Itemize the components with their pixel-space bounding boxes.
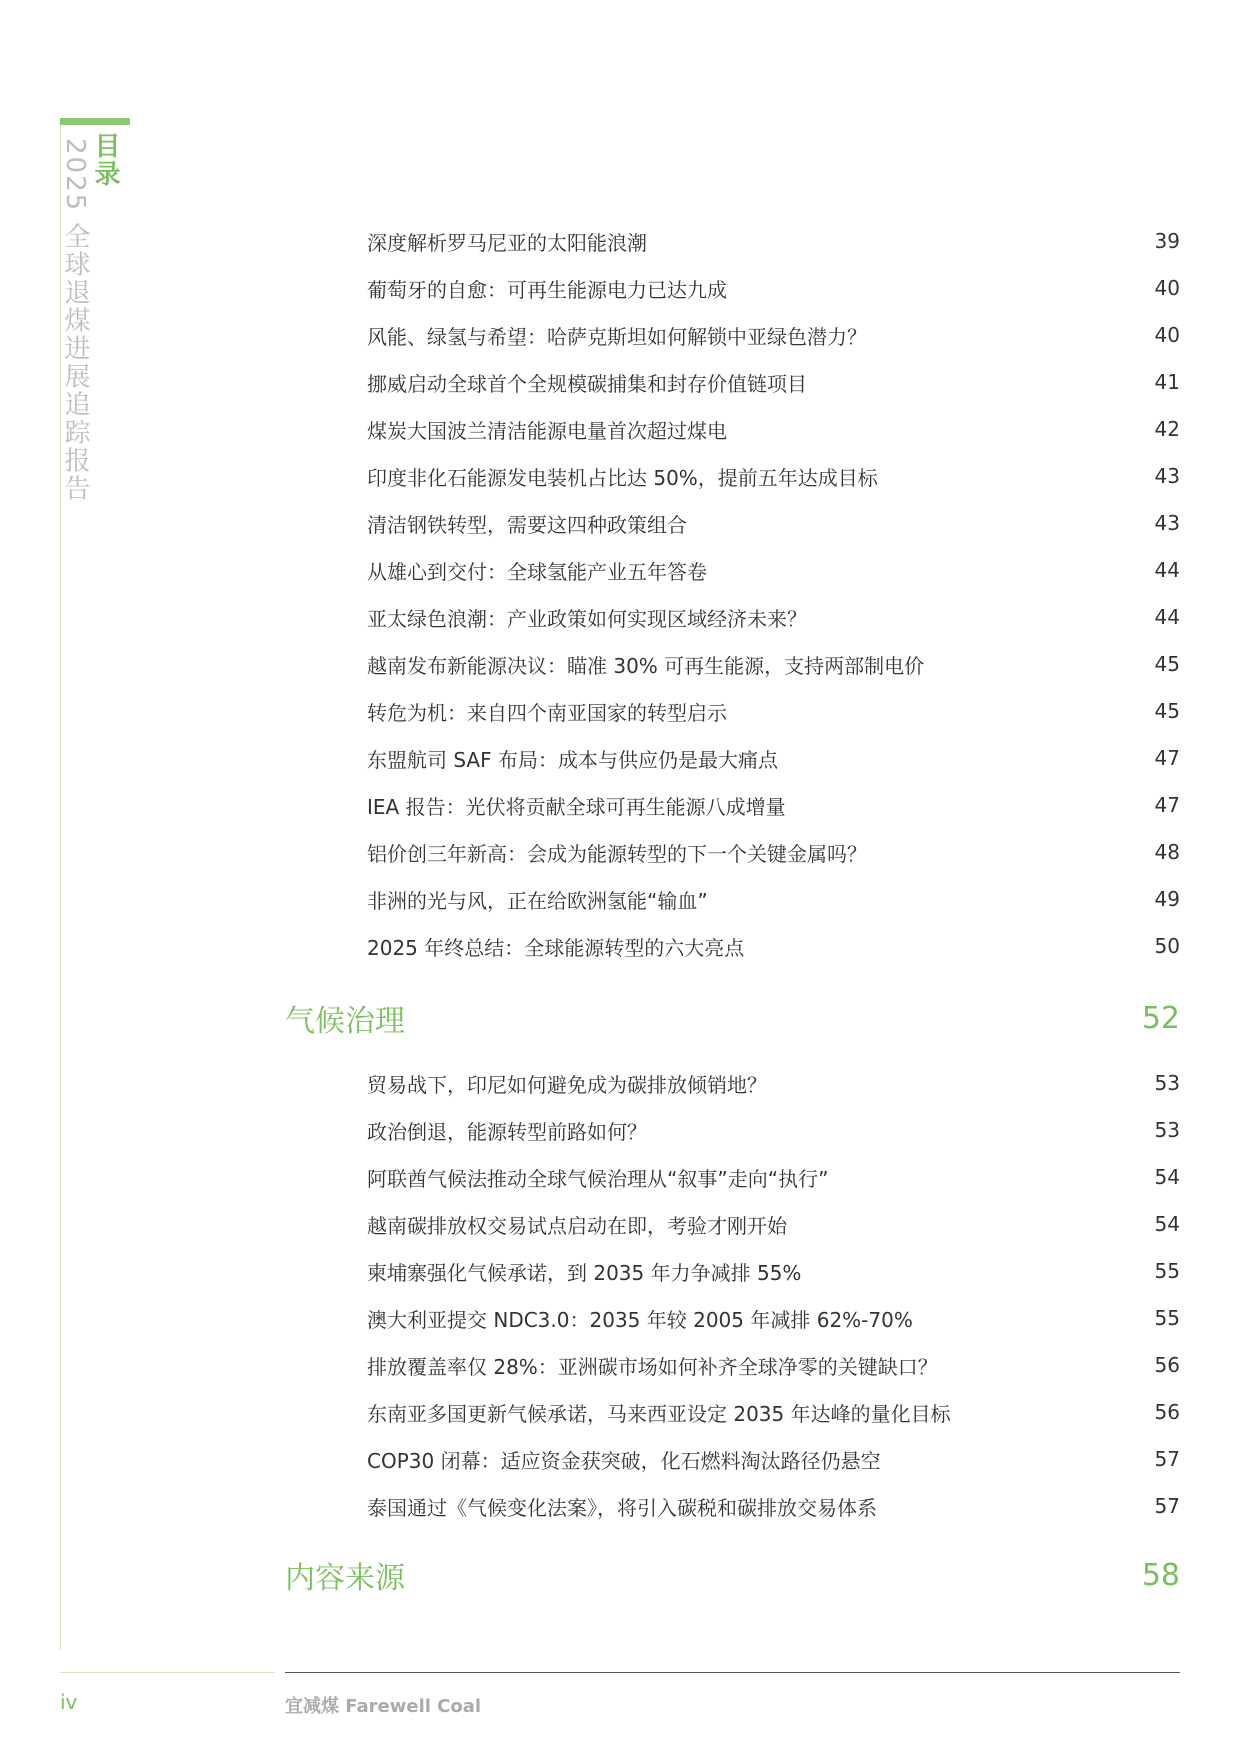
toc-entry-title: 柬埔寨强化气候承诺，到 2035 年力争减排 55% — [367, 1260, 802, 1285]
toc-entry-title: 越南碳排放权交易试点启动在即，考验才刚开始 — [367, 1213, 787, 1238]
toc-entry-page: 39 — [1154, 229, 1180, 253]
toc-entry-page: 41 — [1154, 370, 1180, 394]
sidebar-section-label — [92, 132, 118, 188]
toc-section-climate[interactable] — [285, 993, 1180, 1043]
toc-entry-page: 47 — [1154, 746, 1180, 770]
toc-entry[interactable] — [367, 832, 1180, 872]
dot-leader — [946, 1353, 1146, 1377]
toc-entry[interactable] — [367, 456, 1180, 496]
toc-entry[interactable] — [367, 785, 1180, 825]
toc-entry-page: 40 — [1154, 276, 1180, 300]
toc-entry-page: 42 — [1154, 417, 1180, 441]
toc-entry-page: 54 — [1154, 1212, 1180, 1236]
footer-page-number: iv — [60, 1690, 78, 1714]
toc-entry-title: 越南发布新能源决议：瞄准 30% 可再生能源，支持两部制电价 — [367, 653, 925, 678]
toc-entry-title: 挪威启动全球首个全规模碳捕集和封存价值链项目 — [367, 371, 807, 396]
toc-entry[interactable] — [367, 1486, 1180, 1526]
dot-leader — [815, 370, 1146, 394]
toc-entry-title: 阿联酋气候法推动全球气候治理从“叙事”走向“执行” — [367, 1166, 829, 1191]
toc-entry-page: 55 — [1154, 1259, 1180, 1283]
dot-leader — [716, 887, 1146, 911]
toc-entry-page: 53 — [1154, 1118, 1180, 1142]
dot-leader — [415, 1560, 1132, 1590]
toc-entry-page: 40 — [1154, 323, 1180, 347]
toc-entry-title: 政治倒退，能源转型前路如何？ — [367, 1119, 647, 1144]
toc-entry-page: 47 — [1154, 793, 1180, 817]
toc-entry[interactable] — [367, 1204, 1180, 1244]
toc-entry[interactable] — [367, 926, 1180, 966]
dot-leader — [875, 840, 1146, 864]
dot-leader — [695, 511, 1146, 535]
toc-entry-title: 葡萄牙的自愈：可再生能源电力已达九成 — [367, 277, 727, 302]
toc-section-sources[interactable] — [285, 1550, 1180, 1600]
toc-entry[interactable] — [367, 879, 1180, 919]
toc-entry-page: 44 — [1154, 605, 1180, 629]
toc-entry[interactable] — [367, 1345, 1180, 1385]
dot-leader — [959, 1400, 1146, 1424]
toc-entry[interactable] — [367, 550, 1180, 590]
toc-entry-title: 澳大利亚提交 NDC3.0：2035 年较 2005 年减排 62%-70% — [367, 1307, 913, 1332]
dot-leader — [775, 1071, 1146, 1095]
toc-entry-page: 49 — [1154, 887, 1180, 911]
toc-entry-title: 风能、绿氢与希望：哈萨克斯坦如何解锁中亚绿色潜力？ — [367, 324, 867, 349]
toc-entry[interactable] — [367, 503, 1180, 543]
toc-entry[interactable] — [367, 691, 1180, 731]
toc-entry-title: 印度非化石能源发电装机占比达 50%，提前五年达成目标 — [367, 465, 878, 490]
dot-leader — [921, 1306, 1146, 1330]
toc-entry[interactable] — [367, 268, 1180, 308]
toc-entry-title: 排放覆盖率仅 28%：亚洲碳市场如何补齐全球净零的关键缺口？ — [367, 1354, 938, 1379]
toc-entry-title: 非洲的光与风，正在给欧洲氢能“输血” — [367, 888, 708, 913]
toc-entry[interactable] — [367, 597, 1180, 637]
toc-entry-title: 煤炭大国波兰清洁能源电量首次超过煤电 — [367, 418, 727, 443]
toc-entry-title: 东盟航司 SAF 布局：成本与供应仍是最大痛点 — [367, 747, 778, 772]
toc-entry-page: 57 — [1154, 1494, 1180, 1518]
toc-entry[interactable] — [367, 738, 1180, 778]
toc-entry-page: 50 — [1154, 934, 1180, 958]
toc-entry-page: 43 — [1154, 511, 1180, 535]
toc-entry-title: IEA 报告：光伏将贡献全球可再生能源八成增量 — [367, 794, 786, 819]
toc-entry-page: 44 — [1154, 558, 1180, 582]
sidebar-report-title — [62, 138, 88, 502]
toc-entry-page: 45 — [1154, 652, 1180, 676]
dot-leader — [655, 1118, 1146, 1142]
dot-leader — [715, 558, 1146, 582]
report-title-text: 2025 全球退煤进展追踪报告 — [60, 138, 90, 503]
toc-entry-title: 从雄心到交付：全球氢能产业五年答卷 — [367, 559, 707, 584]
toc-entry-page: 53 — [1154, 1071, 1180, 1095]
toc-entry-title: COP30 闭幕：适应资金获突破，化石燃料淘汰路径仍悬空 — [367, 1448, 881, 1473]
toc-entry-page: 48 — [1154, 840, 1180, 864]
toc-entry-title: 2025 年终总结：全球能源转型的六大亮点 — [367, 935, 745, 960]
toc-entry[interactable] — [367, 1251, 1180, 1291]
toc-entry[interactable] — [367, 1392, 1180, 1432]
dot-leader — [932, 652, 1146, 676]
toc-entry-title: 铝价创三年新高：会成为能源转型的下一个关键金属吗？ — [367, 841, 867, 866]
toc-entry[interactable] — [367, 221, 1180, 261]
dot-leader — [836, 1165, 1146, 1189]
dot-leader — [752, 934, 1146, 958]
section-page: 58 — [1141, 1557, 1180, 1593]
dot-leader — [786, 746, 1146, 770]
toc-entry[interactable] — [367, 1298, 1180, 1338]
toc-entry-title: 清洁钢铁转型，需要这四种政策组合 — [367, 512, 687, 537]
toc-entry[interactable] — [367, 409, 1180, 449]
section-label-text: 目录 — [90, 132, 120, 188]
toc-entry-page: 54 — [1154, 1165, 1180, 1189]
dot-leader — [795, 1212, 1146, 1236]
toc-entry[interactable] — [367, 315, 1180, 355]
dot-leader — [885, 1494, 1146, 1518]
toc-entry-page: 55 — [1154, 1306, 1180, 1330]
toc-entry-page: 56 — [1154, 1400, 1180, 1424]
dot-leader — [794, 793, 1146, 817]
dot-leader — [735, 417, 1146, 441]
footer-brand: 宜减煤 Farewell Coal — [285, 1696, 482, 1717]
dot-leader — [735, 699, 1146, 723]
toc-entry[interactable] — [367, 1439, 1180, 1479]
dot-leader — [415, 1003, 1132, 1033]
toc-entry-title: 东南亚多国更新气候承诺，马来西亚设定 2035 年达峰的量化目标 — [367, 1401, 951, 1426]
section-page: 52 — [1141, 1000, 1180, 1036]
toc-entry-page: 43 — [1154, 464, 1180, 488]
toc-entry[interactable] — [367, 644, 1180, 684]
footer-divider — [285, 1672, 1180, 1673]
footer-divider-left — [60, 1672, 275, 1673]
toc-entry[interactable] — [367, 1157, 1180, 1197]
section-title: 气候治理 — [285, 1004, 405, 1039]
toc-entry-title: 贸易战下，印尼如何避免成为碳排放倾销地？ — [367, 1072, 767, 1097]
sidebar-accent-bar — [60, 118, 130, 125]
dot-leader — [735, 276, 1146, 300]
dot-leader — [875, 323, 1146, 347]
section-title: 内容来源 — [285, 1561, 405, 1596]
toc-entry-page: 45 — [1154, 699, 1180, 723]
dot-leader — [655, 229, 1146, 253]
toc-entry-title: 泰国通过《气候变化法案》，将引入碳税和碳排放交易体系 — [367, 1495, 877, 1520]
toc-entry[interactable] — [367, 1063, 1180, 1103]
toc-entry[interactable] — [367, 1110, 1180, 1150]
dot-leader — [886, 464, 1146, 488]
toc-entry[interactable] — [367, 362, 1180, 402]
toc-entry-page: 57 — [1154, 1447, 1180, 1471]
dot-leader — [809, 1259, 1146, 1283]
toc-entry-title: 亚太绿色浪潮：产业政策如何实现区域经济未来？ — [367, 606, 807, 631]
dot-leader — [815, 605, 1146, 629]
toc-entry-title: 深度解析罗马尼亚的太阳能浪潮 — [367, 230, 647, 255]
dot-leader — [889, 1447, 1146, 1471]
toc-entry-page: 56 — [1154, 1353, 1180, 1377]
toc-entry-title: 转危为机：来自四个南亚国家的转型启示 — [367, 700, 727, 725]
